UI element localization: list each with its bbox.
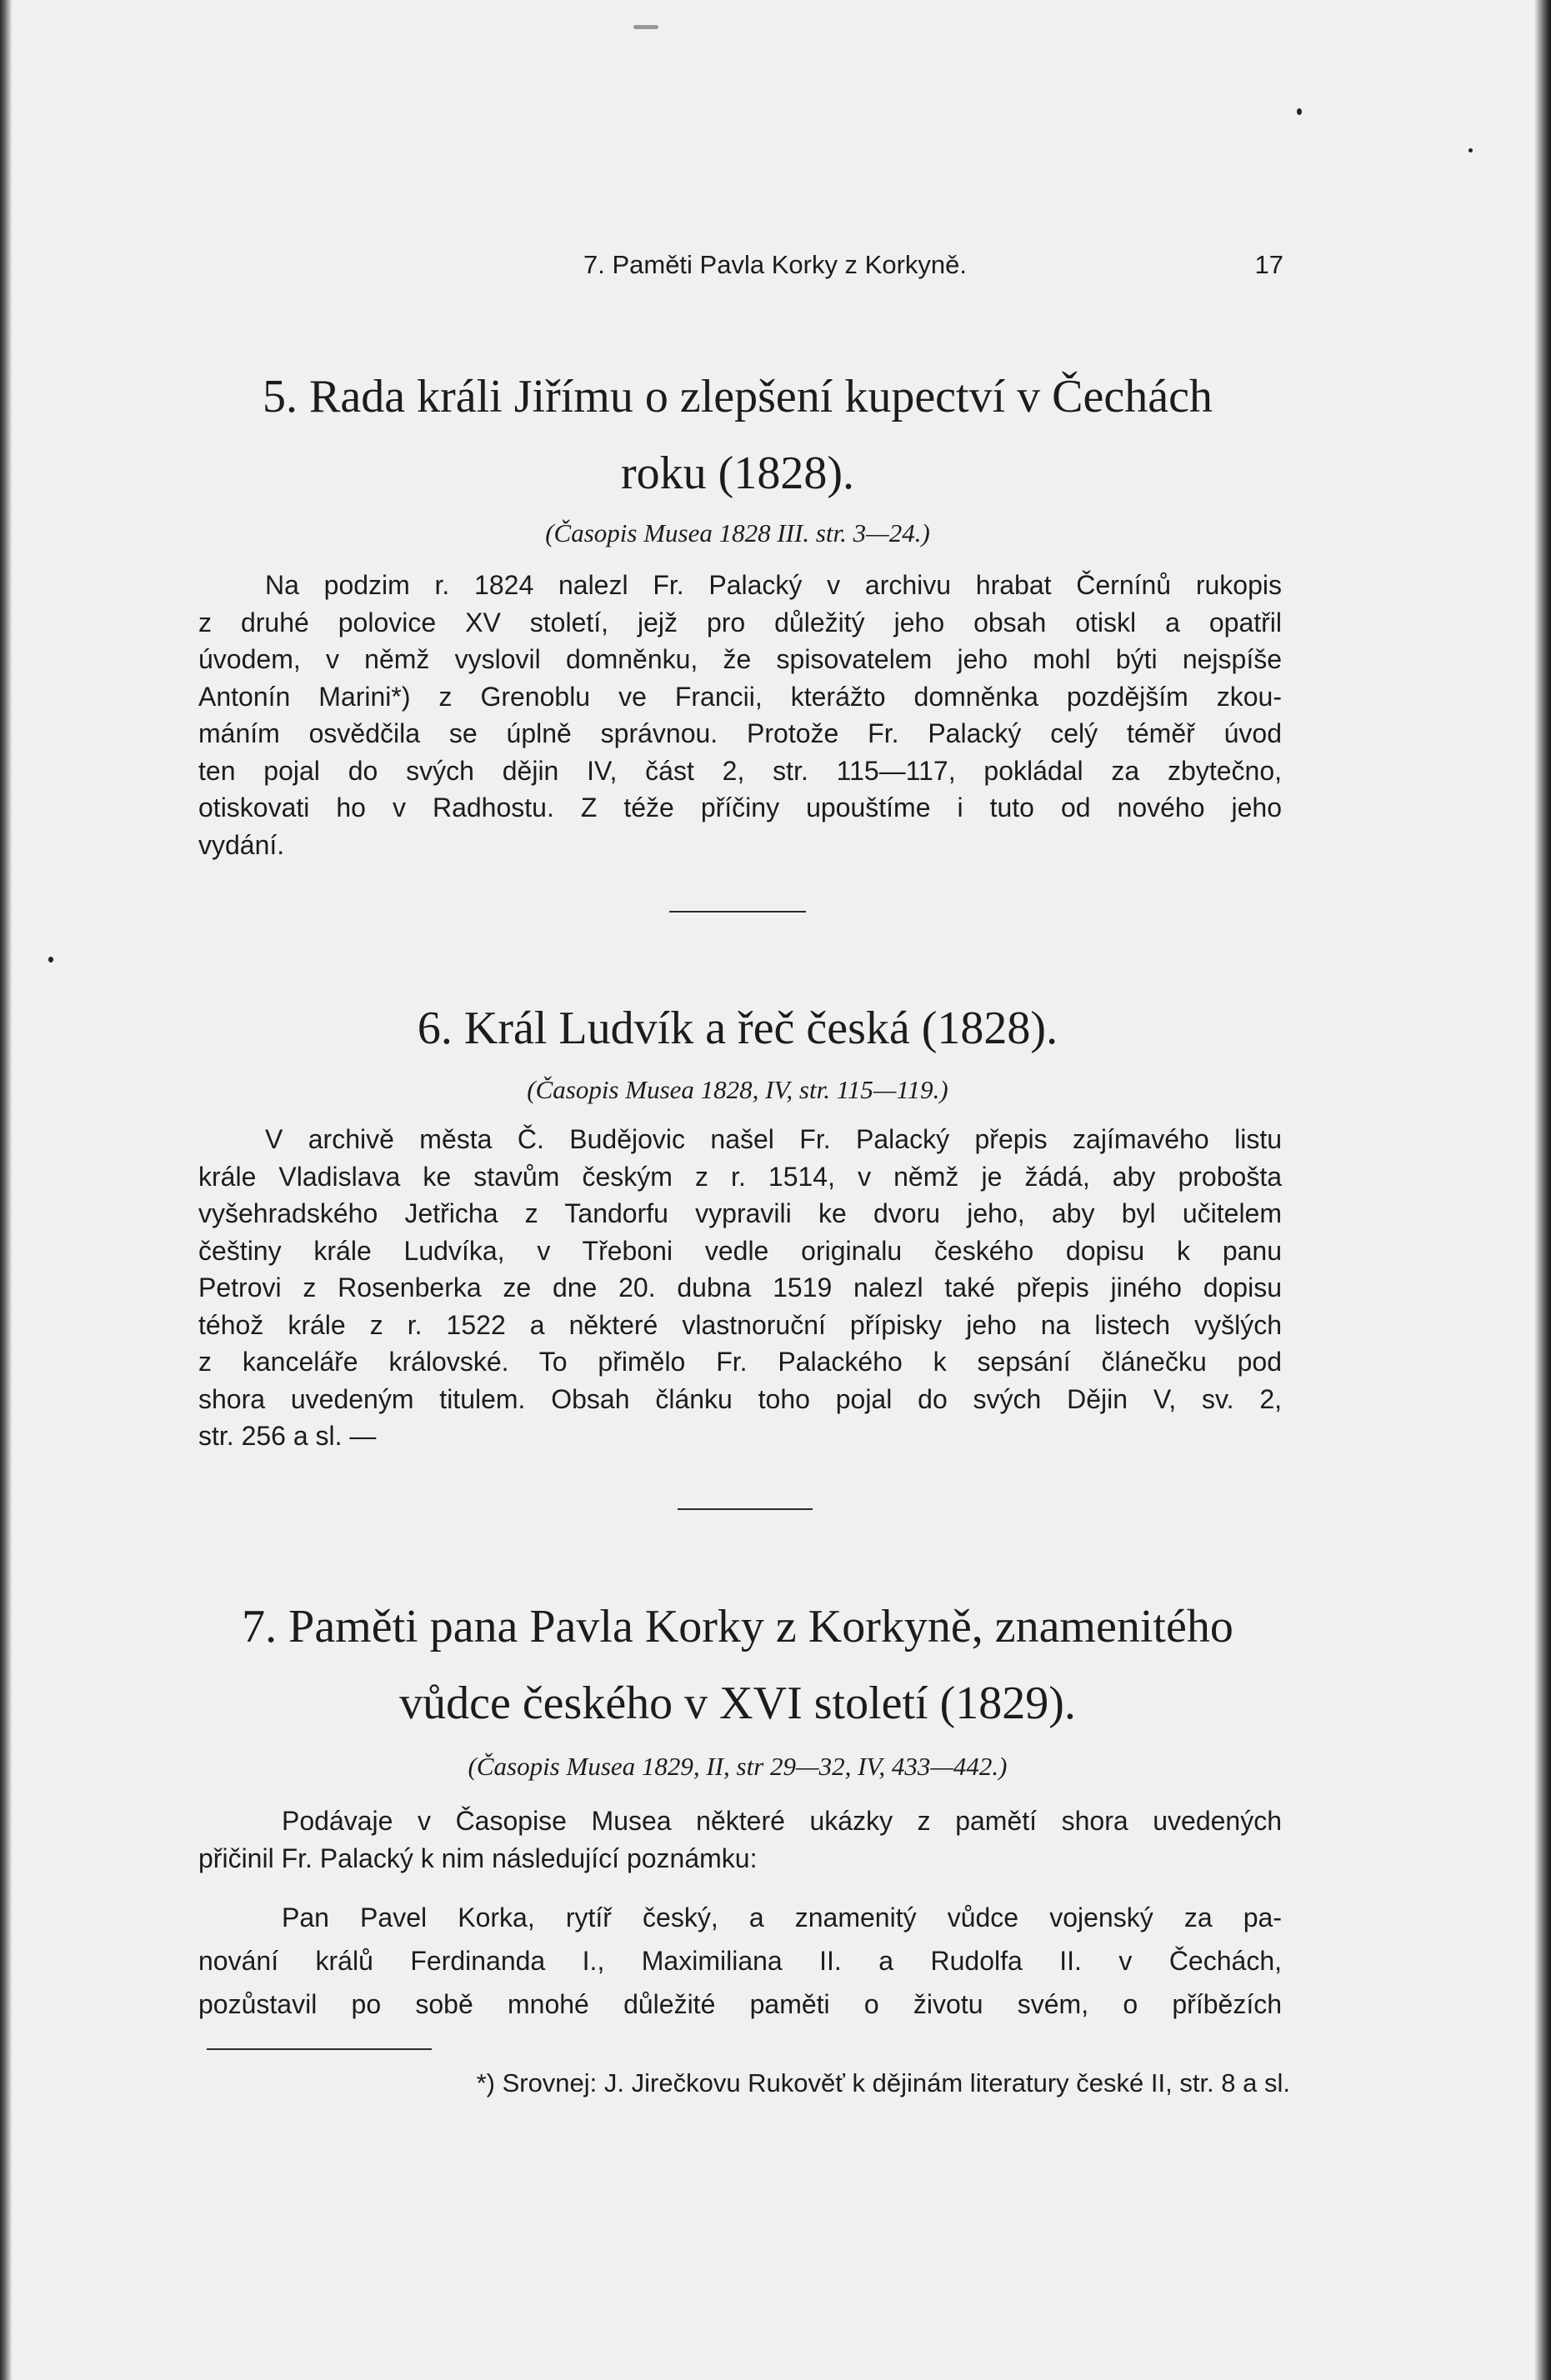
scan-speck	[1468, 148, 1473, 152]
section-6-line-3: vyšehradského Jetřicha z Tandorfu vypravili ke dvoru jeho, aby byl učitelem	[198, 1198, 1282, 1228]
section-divider-1	[669, 911, 806, 912]
section-7-heading-line-1: 7. Paměti pana Pavla Korky z Korkyně, znamenitého	[242, 1601, 1233, 1652]
section-6-line-2: krále Vladislava ke stavům českým z r. 1514, v němž je žádá, aby probošta	[198, 1161, 1282, 1192]
section-6-source: (Časopis Musea 1828, IV, str. 115—119.)	[527, 1075, 948, 1104]
section-5-heading	[192, 358, 1283, 512]
section-5-line-8: vydání.	[198, 829, 285, 860]
scan-right-edge	[1534, 0, 1551, 2380]
section-6-line-7: z kanceláře královské. To přimělo Fr. Palackého k sepsání článečku pod	[198, 1347, 1282, 1377]
section-5-line-2: z druhé polovice XV století, jejž pro důležitý jeho obsah otiskl a opatřil	[198, 607, 1282, 638]
section-5-line-7: otiskovati ho v Radhostu. Z téže příčiny upouštíme i tuto od nového jeho	[198, 792, 1282, 822]
footnote: *) Srovnej: J. Jirečkovu Rukověť k dějinám literatury české II, str. 8 a sl.	[476, 2068, 1290, 2098]
page-number: 17	[1254, 250, 1283, 279]
section-6-heading: 6. Král Ludvík a řeč česká (1828).	[417, 1002, 1058, 1054]
section-7-heading-line-2: vůdce českého v XVI století (1829).	[399, 1678, 1076, 1729]
section-5-line-6: ten pojal do svých dějin IV, část 2, str. 115—117, pokládal za zbytečno,	[198, 755, 1282, 786]
section-5-line-4: Antonín Marini*) z Grenoblu ve Francii, kterážto domněnka pozdějším zkou-	[198, 681, 1282, 712]
section-7-quote-line-2: nování králů Ferdinanda I., Maximiliana II. a Rudolfa II. v Čechách,	[198, 1946, 1282, 1976]
section-5-line-1: Na podzim r. 1824 nalezl Fr. Palacký v archivu hrabat Černínů rukopis	[265, 570, 1282, 600]
section-7-intro-line-1: Podávaje v Časopise Musea některé ukázky z pamětí shora uvedených	[282, 1806, 1282, 1836]
section-5-heading-line-1: 5. Rada králi Jiřímu o zlepšení kupectví v Čechách	[263, 371, 1213, 422]
running-head-title: 7. Paměti Pavla Korky z Korkyně.	[583, 250, 968, 279]
section-6-line-1: V archivě města Č. Budějovic našel Fr. Palacký přepis zajímavého listu	[265, 1124, 1282, 1154]
section-7-quote	[198, 1896, 1282, 2026]
scan-speck	[1297, 108, 1302, 115]
section-7-intro	[198, 1802, 1282, 1877]
section-6-line-4: češtiny krále Ludvíka, v Třeboni vedle originalu českého dopisu k panu	[198, 1235, 1282, 1266]
section-6-line-5: Petrovi z Rosenberka ze dne 20. dubna 1519 nalezl také přepis jiného dopisu	[198, 1272, 1282, 1302]
scan-left-edge	[0, 0, 12, 2380]
section-5-heading-line-2: roku (1828).	[621, 448, 854, 499]
section-7-source: (Časopis Musea 1829, II, str 29—32, IV, 433—442.)	[468, 1752, 1008, 1781]
footnote-rule	[207, 2048, 432, 2050]
section-6-line-8: shora uvedeným titulem. Obsah článku toho pojal do svých Dějin V, sv. 2,	[198, 1383, 1282, 1414]
scan-speck	[48, 957, 53, 962]
section-7-quote-line-1: Pan Pavel Korka, rytíř český, a znamenitý vůdce vojenský za pa-	[282, 1902, 1282, 1932]
section-6-line-6: téhož krále z r. 1522 a některé vlastnoruční přípisky jeho na listech vyšlých	[198, 1309, 1282, 1340]
section-5-source: (Časopis Musea 1828 III. str. 3—24.)	[545, 518, 930, 548]
section-7-intro-line-2: přičinil Fr. Palacký k nim následující poznámku:	[198, 1842, 758, 1873]
scan-speck	[633, 25, 658, 29]
section-divider-2	[678, 1508, 813, 1510]
section-6-paragraph	[198, 1121, 1282, 1455]
section-5-paragraph	[198, 567, 1282, 863]
section-6-line-9: str. 256 a sl. —	[198, 1421, 377, 1451]
section-7-quote-line-3: pozůstavil po sobě mnohé důležité paměti o životu svém, o příbězích	[198, 1989, 1282, 2019]
section-7-heading	[192, 1588, 1283, 1742]
section-5-line-5: máním osvědčila se úplně správnou. Protože Fr. Palacký celý téměř úvod	[198, 718, 1282, 748]
section-5-line-3: úvodem, v němž vyslovil domněnku, že spisovatelem jeho mohl býti nejspíše	[198, 644, 1282, 674]
